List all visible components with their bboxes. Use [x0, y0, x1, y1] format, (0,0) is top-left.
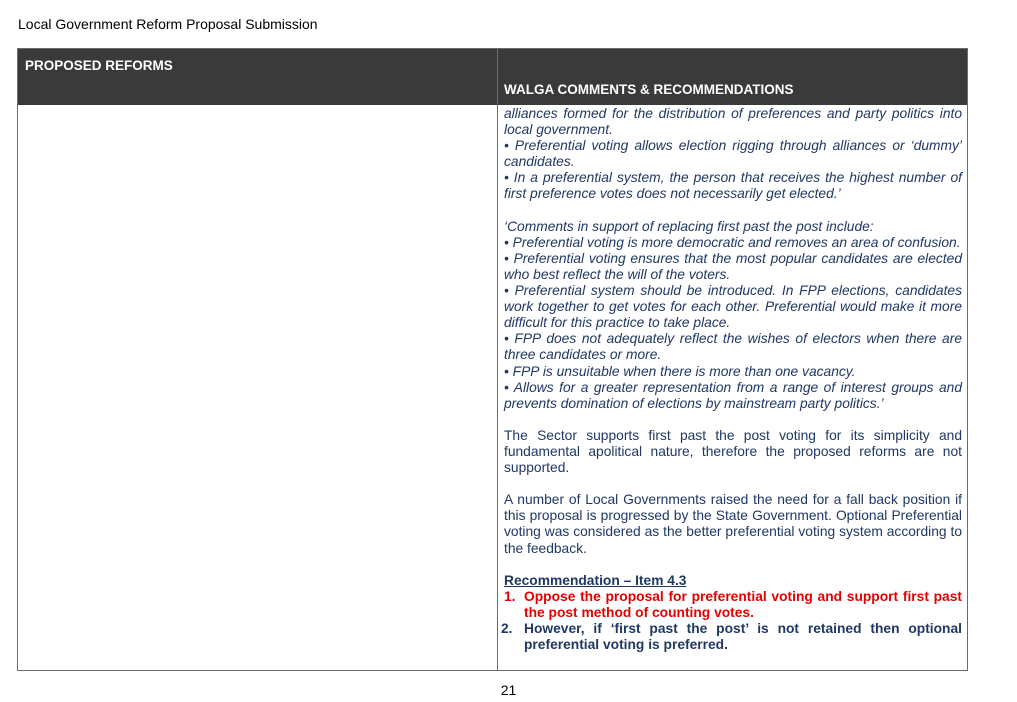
- recommendation-text: Oppose the proposal for preferential voting and support first past the post method of counting votes.: [524, 588, 962, 620]
- quote-line: • Preferential system should be introduced. In FPP elections, candidates work together to get votes for each other. Preferential would make it more difficult for this practice to take place.: [504, 283, 962, 331]
- quote-line: • Preferential voting ensures that the most popular candidates are elected who best reflect the will of the voters.: [504, 250, 962, 282]
- quote-line: alliances formed for the distribution of preferences and party politics into local government.: [504, 106, 962, 138]
- header-proposed-reforms: PROPOSED REFORMS: [25, 58, 173, 73]
- page-number: 21: [500, 682, 517, 698]
- reforms-table: [17, 48, 968, 671]
- quote-line: • Allows for a greater representation from a range of interest groups and prevents domination of elections by mainstream party politics.’: [504, 379, 962, 411]
- quote-line: • Preferential voting is more democratic and removes an area of confusion.: [504, 234, 961, 250]
- recommendation-list: [501, 588, 962, 653]
- sector-position-paragraph: The Sector supports first past the post voting for its simplicity and fundamental apolitical nature, therefore the proposed reforms are not supported.: [504, 427, 962, 476]
- quote-line: • FPP is unsuitable when there is more than one vacancy.: [504, 363, 856, 379]
- walga-comments-cell: [501, 106, 962, 653]
- recommendation-item-2: [501, 621, 962, 653]
- quote-line: ‘Comments in support of replacing first past the post include:: [504, 218, 874, 234]
- column-divider: [497, 49, 498, 670]
- table-header-row: [18, 49, 967, 105]
- header-walga-comments: WALGA COMMENTS & RECOMMENDATIONS: [504, 82, 794, 97]
- recommendation-item-1: [504, 589, 962, 621]
- fallback-paragraph: A number of Local Governments raised the need for a fall back position if this proposal is progressed by the State Government. Optional Preferential voting was considered as the better preferential voting system according to the feedback.: [504, 492, 962, 556]
- recommendation-number: 1.: [504, 588, 516, 604]
- page-header-title: Local Government Reform Proposal Submission: [18, 16, 318, 32]
- recommendation-number: 2.: [501, 621, 513, 636]
- quote-line: • FPP does not adequately reflect the wishes of electors when there are three candidates or more.: [504, 331, 962, 363]
- recommendation-text: However, if ‘first past the post’ is not retained then optional preferential voting is preferred.: [524, 621, 962, 653]
- quote-line: • In a preferential system, the person that receives the highest number of first preference votes does not necessarily get elected.’: [504, 170, 962, 202]
- recommendation-title: Recommendation – Item 4.3: [504, 572, 687, 588]
- quote-line: • Preferential voting allows election rigging through alliances or ‘dummy’ candidates.: [504, 138, 962, 170]
